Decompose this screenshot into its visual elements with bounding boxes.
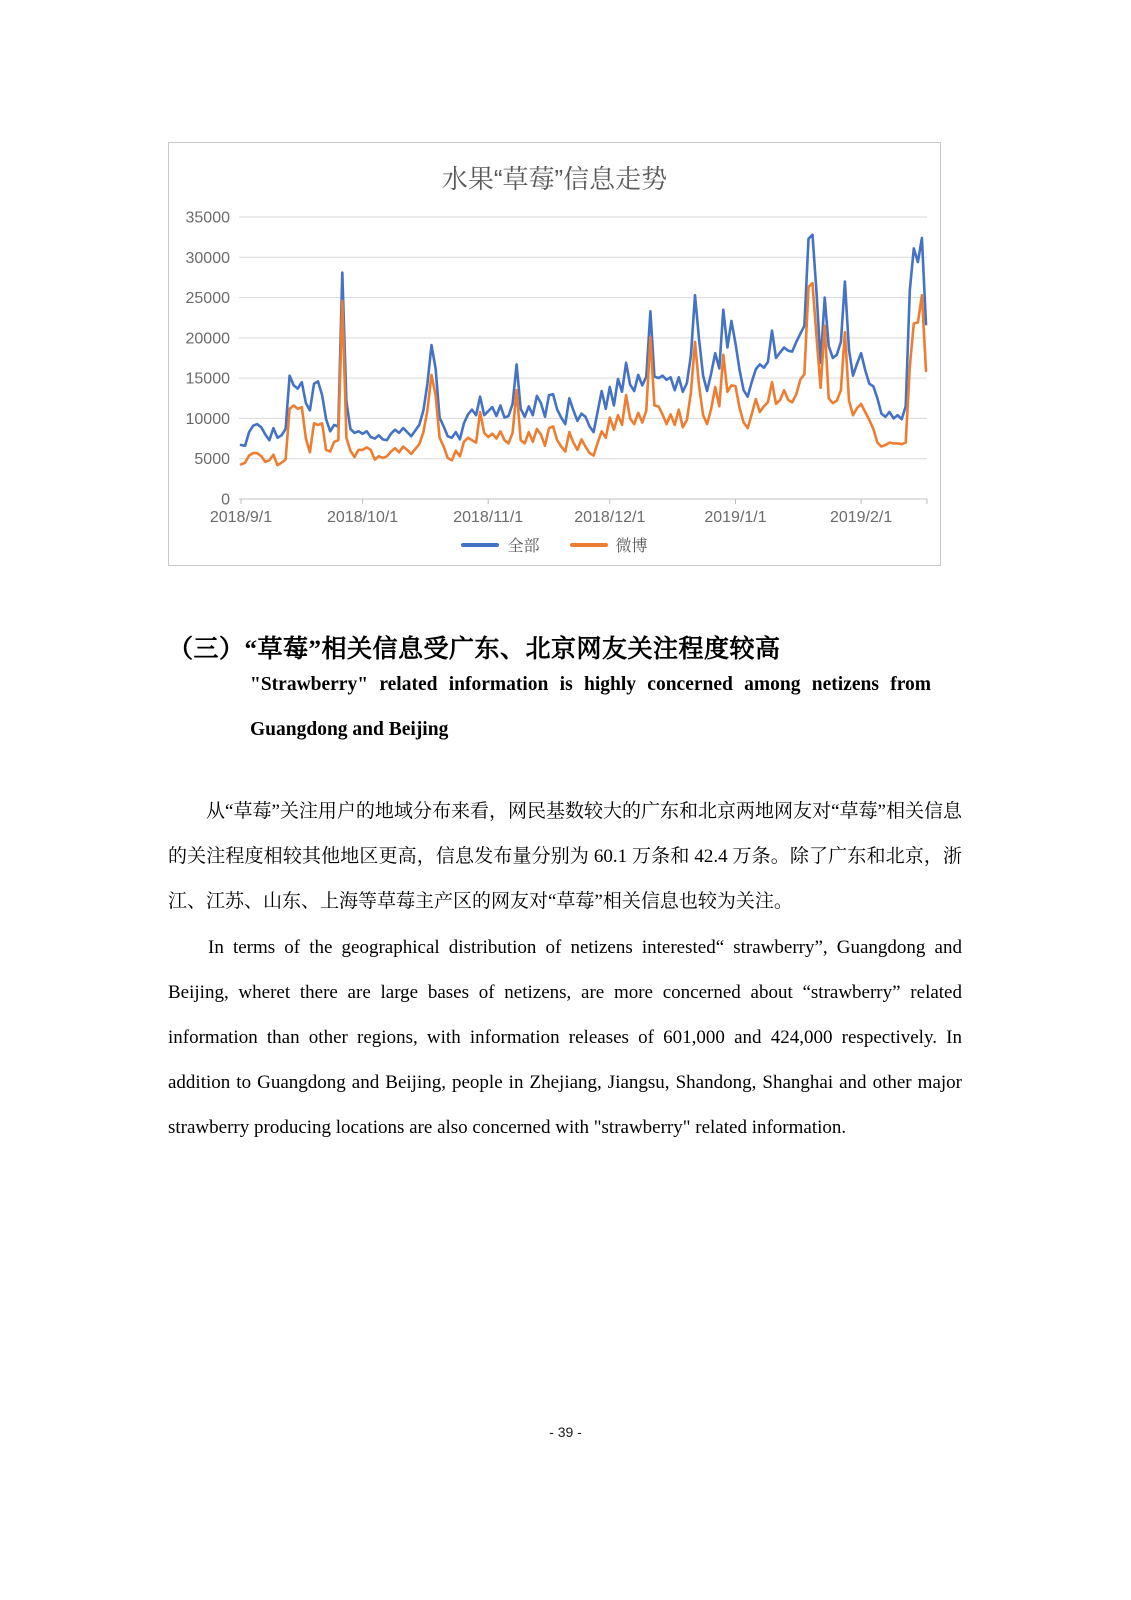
legend-line-swatch-blue — [461, 543, 499, 547]
legend-item-all — [461, 533, 539, 556]
y-axis-label: 30000 — [185, 249, 230, 267]
paragraph-chinese: 从“草莓”关注用户的地域分布来看，网民基数较大的广东和北京两地网友对“草莓”相关信息的关注程度相较其他地区更高，信息发布量分别为 60.1 万条和 42.4 万条。除了广东和北京，浙江、江苏、山东、上海等草莓主产区的网友对“草莓”相关信息也较为关注。 — [168, 801, 962, 912]
x-axis-label: 2019/2/1 — [829, 509, 893, 526]
x-axis-label: 2019/1/1 — [704, 509, 767, 526]
chart-title: 水果“草莓”信息走势 — [441, 164, 668, 194]
section-subtitle-en: "Strawberry" related information is highly concerned among netizens from Guangdong and Beijing — [250, 674, 931, 740]
section-heading: （三）“草莓”相关信息受广东、北京网友关注程度较高 — [168, 635, 781, 663]
trend-chart-frame — [168, 142, 941, 566]
legend-label: 全部 — [507, 538, 540, 555]
y-axis-label: 15000 — [185, 370, 230, 388]
paragraph-english: In terms of the geographical distribution of netizens interested“ strawberry”, Guangdong and Beijing, wheret there are large bases of netizens, are more concerned about “strawberry” related information than other regions, with information releases of 601,000 and 424,000 respectively. In addition to Guangdong and Beijing, people in Zhejiang, Jiangsu, Shandong, Shanghai and other major strawberry producing locations are also concerned with "strawberry" related information. — [168, 937, 962, 1138]
legend-item-weibo — [570, 533, 648, 556]
x-axis-label: 2018/9/1 — [209, 509, 273, 526]
y-axis-label: 0 — [221, 491, 230, 509]
y-axis-label: 35000 — [185, 209, 230, 227]
y-axis-label: 5000 — [194, 451, 230, 469]
chart-legend — [169, 533, 940, 556]
page-number: - 39 - — [549, 1424, 582, 1440]
legend-line-swatch-orange — [570, 543, 608, 547]
trend-chart-svg — [169, 143, 940, 565]
y-axis-label: 25000 — [185, 290, 230, 308]
y-axis-label: 20000 — [185, 330, 230, 348]
y-axis-label: 10000 — [185, 410, 230, 428]
legend-label: 微博 — [615, 538, 648, 555]
x-axis-label: 2018/11/1 — [453, 509, 524, 526]
x-axis-label: 2018/12/1 — [574, 509, 646, 526]
x-axis-label: 2018/10/1 — [327, 509, 399, 526]
